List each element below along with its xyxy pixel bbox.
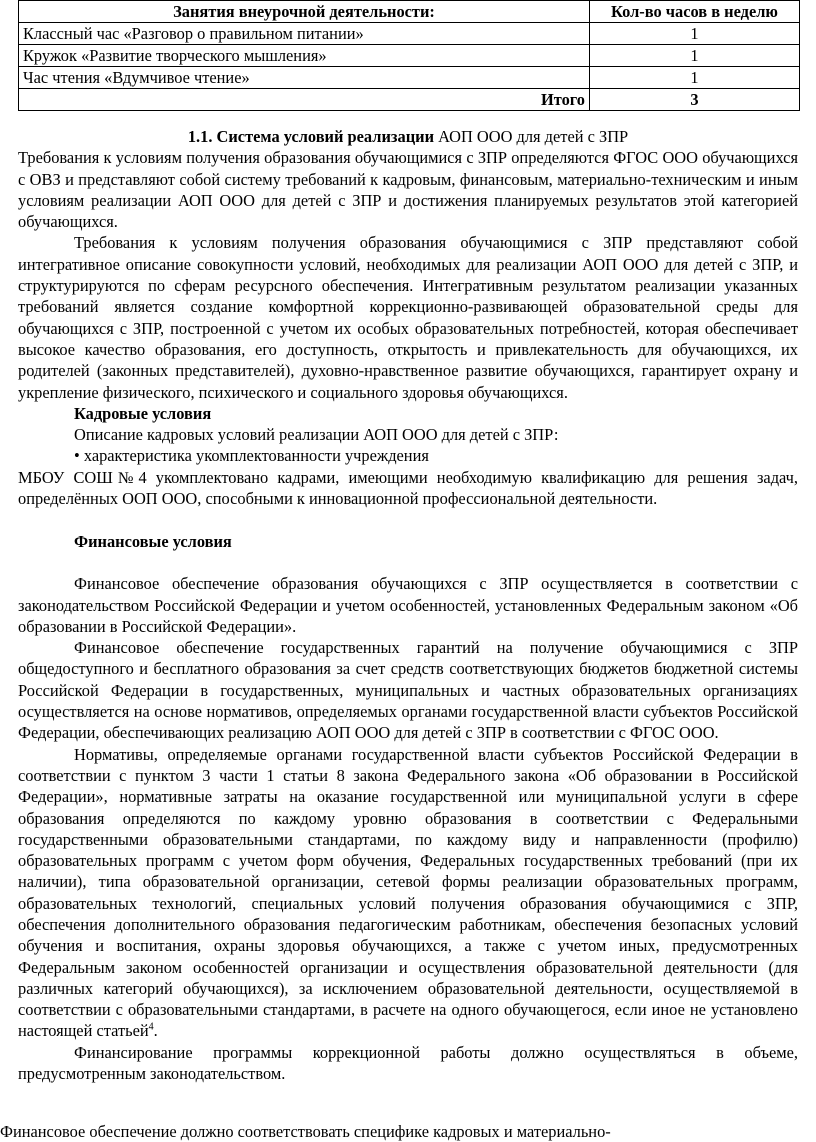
activity-cell: Час чтения «Вдумчивое чтение» bbox=[19, 67, 590, 89]
section-heading-rest: АОП ООО для детей с ЗПР bbox=[434, 127, 629, 146]
section-heading-bold: 1.1. Система условий реализации bbox=[187, 127, 435, 146]
extracurricular-hours-table bbox=[18, 0, 800, 111]
table-total-row bbox=[19, 89, 800, 111]
paragraph-requirements: Требования к условиям получения образования обучающимися с ЗПР определяются ФГОС ООО обучающихся с ОВЗ и представляют собой систему требований к кадровым, финансовым, материально-техническим и иным условиям реализации АОП ООО для детей с ЗПР и достижения планируемых результатов этой категорией обучающихся. bbox=[18, 148, 798, 232]
paragraph-gap bbox=[18, 552, 798, 573]
table-row bbox=[19, 67, 800, 89]
activity-cell: Классный час «Разговор о правильном питании» bbox=[19, 23, 590, 45]
paragraph-gap bbox=[18, 509, 798, 530]
activity-cell: Кружок «Развитие творческого мышления» bbox=[19, 45, 590, 67]
paragraph-financial-4: Финансирование программы коррекционной работы должно осуществляться в объеме, предусмотренным законодательством. bbox=[18, 1042, 798, 1084]
total-label: Итого bbox=[19, 89, 590, 111]
total-value: 3 bbox=[590, 89, 800, 111]
paragraph-financial-3-text: Нормативы, определяемые органами государственной власти субъектов Российской Федерации в соответствии с пунктом 3 части 1 статьи 8 закона Федерального закона «Об образовании в Российской Федерации», нормативные затраты на оказание государственной или муниципальной услуги в сфере образования определяются по каждому уровню образования в соответствии с Федеральными государственными образовательными стандартами, по каждому виду и направленности (профилю) образовательных программ с учетом форм обучения, Федеральных государственных требований (при их наличии), типа образовательной организации, сетевой формы реализации образовательных программ, образовательных технологий, специальных условий получения образования обучающимися с ЗПР, обеспечения дополнительного образования педагогическим работникам, обеспечения безопасных условий обучения и воспитания, охраны здоровья обучающихся, а также с учетом иных, предусмотренных Федеральным законом особенностей организации и осуществления образовательной деятельности (для различных категорий обучающихся), за исключением образовательной деятельности, осуществляемой в соответствии с образовательными стандартами, в расчете на одного обучающегося, если иное не установлено настоящей статьей bbox=[18, 744, 798, 1041]
hours-cell: 1 bbox=[590, 45, 800, 67]
paragraph-financial-1: Финансовое обеспечение образования обучающихся с ЗПР осуществляется в соответствии с законодательством Российской Федерации и учетом особенностей, установленных Федеральным законом «Об образовании в Российской Федерации». bbox=[18, 574, 798, 636]
paragraph-financial-2: Финансовое обеспечение государственных гарантий на получение обучающимися с ЗПР общедоступного и бесплатного образования за счет средств соответствующих бюджетов бюджетной системы Российской Федерации в государственных, муниципальных и частных образовательных организациях осуществляется на основе нормативов, определяемых органами государственной власти субъектов Российской Федерации, обеспечивающих реализацию АОП ООО для детей с ЗПР в соответствии с ФГОС ООО. bbox=[18, 638, 798, 743]
table-row bbox=[19, 45, 800, 67]
hours-column-header: Кол-во часов в неделю bbox=[590, 1, 800, 23]
cut-off-line: Финансовое обеспечение должно соответствовать специфике кадровых и материально- bbox=[0, 1122, 611, 1141]
hours-cell: 1 bbox=[590, 23, 800, 45]
section-heading bbox=[18, 126, 798, 147]
paragraph-integrative: Требования к условиям получения образования обучающимися с ЗПР представляют собой интегративное описание совокупности условий, необходимых для реализации АОП ООО для детей с ЗПР, и структурируются по сферам ресурсного обеспечения. Интегративным результатом реализации указанных требований является создание комфортной коррекционно-развивающей образовательной среды для обучающихся с ЗПР, построенной с учетом их особых образовательных потребностей, которая обеспечивает высокое качество образования, его доступность, открытость и привлекательность для обучающихся, их родителей (законных представителей), духовно-нравственное развитие обучающихся, гарантирует охрану и укрепление физического, психического и социального здоровья обучающихся. bbox=[18, 233, 798, 402]
footnote-marker: 4 bbox=[148, 1022, 154, 1033]
paragraph-financial-3-end: . bbox=[153, 1021, 158, 1041]
staff-conditions-bullet: • характеристика укомплектованности учреждения bbox=[74, 446, 429, 466]
activity-column-header: Занятия внеурочной деятельности: bbox=[19, 1, 590, 23]
staff-conditions-intro: Описание кадровых условий реализации АОП ООО для детей с ЗПР: bbox=[74, 425, 559, 445]
financial-conditions-heading: Финансовые условия bbox=[74, 531, 232, 551]
paragraph-financial-3 bbox=[18, 744, 798, 1042]
table-row bbox=[19, 23, 800, 45]
staff-conditions-heading: Кадровые условия bbox=[74, 403, 212, 423]
document-body bbox=[18, 126, 798, 1084]
table-header-row bbox=[19, 1, 800, 23]
staff-conditions-text: МБОУ СОШ№4 укомплектовано кадрами, имеющими необходимую квалификацию для решения задач, определённых ООП ООО, способными к инновационной профессиональной деятельности. bbox=[18, 467, 798, 509]
hours-cell: 1 bbox=[590, 67, 800, 89]
